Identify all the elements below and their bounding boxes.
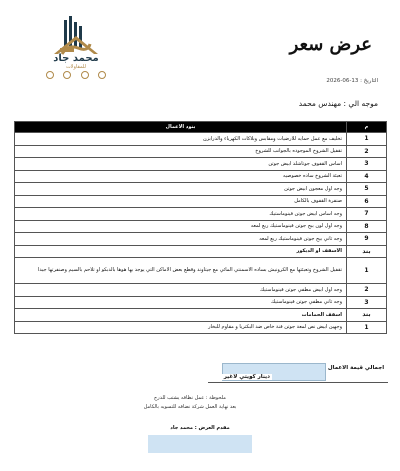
logo-brand-text: محمد جاد: [53, 53, 99, 64]
work-items-table: [14, 121, 387, 334]
row-description: وجه اول معجون ابيض جوتن: [15, 183, 347, 196]
row-description: وجه اول ابيض مطفي جوتن فينوماستيك: [15, 284, 347, 297]
row-description: اساس القفوف جوتاشلد ابيض جوتن: [15, 158, 347, 171]
row-description: وجه اول لون بيج جوتن فينوماستيك ربع لمعه: [15, 220, 347, 233]
row-index: 8: [347, 220, 387, 233]
row-index: 7: [347, 208, 387, 221]
row-index: 1: [347, 258, 387, 284]
row-description: تقفيل الشروخ الموجوده بالجوانب للشروخ: [15, 145, 347, 158]
row-description: وجه ثاني بيج جوتن فينوماستيك ربع لمعه: [15, 233, 347, 246]
table-row: [15, 284, 387, 297]
row-index: 9: [347, 233, 387, 246]
column-header-items: بنود الاعمال: [15, 122, 347, 133]
row-description: صنفرة القفوف بالكامل: [15, 195, 347, 208]
row-index: بند: [347, 309, 387, 322]
table-row: [15, 233, 387, 246]
row-index: 6: [347, 195, 387, 208]
table-row: [15, 133, 387, 146]
table-row: [15, 220, 387, 233]
table-row: [15, 195, 387, 208]
table-body: [15, 133, 387, 334]
table-row: [15, 321, 387, 334]
badge-icon: [46, 71, 54, 79]
signature-box: [148, 435, 252, 453]
table-row: [15, 170, 387, 183]
row-description: تخليف مع عمل حمايه للارضيات ومقابس وبلاكات الكهرباء والدرابزن: [15, 133, 347, 146]
logo-subtitle: للمقاولات: [65, 64, 87, 70]
note-line-1: ملحوظة : عمل نظافه يشتب للدرج: [154, 395, 226, 401]
document-date: التاريخ : 13-06-2026: [326, 78, 378, 84]
badge-icon: [81, 71, 89, 79]
row-description: الاسقف او الديكور: [15, 245, 347, 258]
row-index: 2: [347, 145, 387, 158]
table-row: [15, 208, 387, 221]
table-row: [15, 258, 387, 284]
row-index: 1: [347, 321, 387, 334]
total-label: اجمالي قيمة الاعمال: [327, 365, 385, 371]
table-header-row: [15, 122, 387, 133]
document-title: عرض سعر: [289, 34, 372, 55]
badge-icon: [98, 71, 106, 79]
note-line-2: بعد نهاية العمل شركة نضافه للتسويه بالكامل: [143, 404, 237, 410]
signature-label: مقدم العرض : محمد جاد: [170, 425, 230, 431]
row-description: اسقف الحمامات: [15, 309, 347, 322]
row-description: تعبئة الشروخ ساده خصوصيه: [15, 170, 347, 183]
row-index: 2: [347, 284, 387, 297]
row-description: وجهين ابيض نص لمعة جوتن فنة خاص ضد البكتريا و مقاوم للبخار: [15, 321, 347, 334]
row-index: 3: [347, 296, 387, 309]
row-description: وجه اساس ابيض جوتن فينوماستيك: [15, 208, 347, 221]
row-index: 4: [347, 170, 387, 183]
section-row: [15, 245, 387, 258]
row-description: وجه ثاني مطفي جوتن فينوماستيك: [15, 296, 347, 309]
row-description: تقفيل الشروخ وتعبئتها مع الكرونيش بساده الاسمنتي المائي مع جيتاوند وقطع بعض الاماكن التي يوجد بها هوها بالدبكو او تلاحم بالسيم وصنفرتها جيدا: [15, 258, 347, 284]
addressee-line: موجه الي : مهندس محمد: [298, 99, 378, 108]
section-row: [15, 309, 387, 322]
logo-badges: [46, 71, 106, 79]
table-row: [15, 145, 387, 158]
table-row: [15, 158, 387, 171]
row-index: بند: [347, 245, 387, 258]
badge-icon: [63, 71, 71, 79]
divider: [208, 382, 388, 383]
row-index: 5: [347, 183, 387, 196]
row-index: 1: [347, 133, 387, 146]
table-row: [15, 296, 387, 309]
total-currency-text: دينار كويتي لاغير: [208, 374, 272, 380]
row-index: 3: [347, 158, 387, 171]
table-row: [15, 183, 387, 196]
column-header-index: م: [347, 122, 387, 133]
